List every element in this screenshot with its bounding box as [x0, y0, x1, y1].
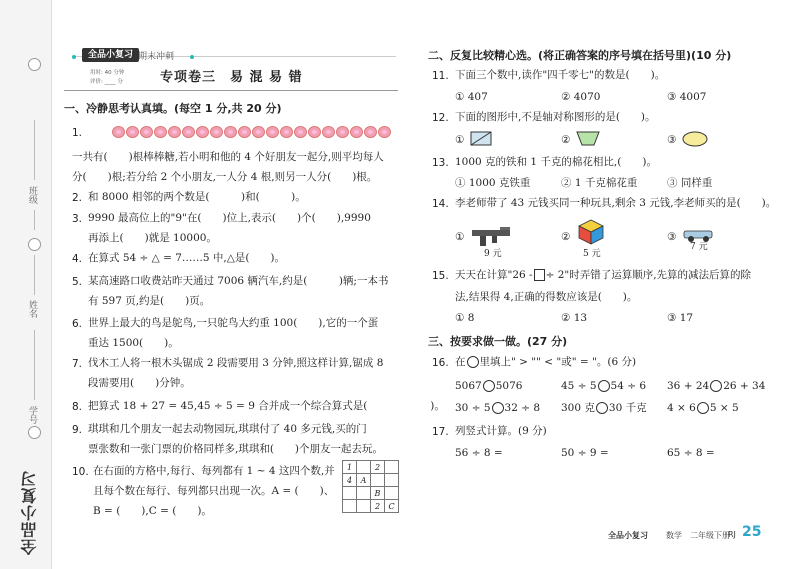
q16-item: 36 + 24 26 + 34	[667, 380, 766, 392]
q1-text-cont: 分( )根;若分给 2 个小朋友,一人分 4 根,则另一人分( )根。	[72, 171, 378, 183]
q14-text: 李老师带了 43 元钱买同一种玩具,剩余 3 元钱,李老师买的是( )。	[455, 197, 777, 209]
lollipop-icon	[294, 126, 307, 138]
lollipop-icon	[308, 126, 321, 138]
ellipse-shape	[682, 131, 708, 147]
lollipop-icon	[364, 126, 377, 138]
lollipop-icon	[252, 126, 265, 138]
latin-square-grid: 1 2 4 A B 2 C	[342, 460, 399, 513]
q14-opt3: ③	[667, 231, 677, 243]
header-brand-badge: 全品小复习	[82, 48, 139, 62]
q16-text: 在 里填上" > "" < "或" = "。(6 分)	[455, 356, 637, 368]
q12-opt1: ①	[455, 134, 465, 146]
q6-text-cont: 重达 1500( )。	[88, 337, 179, 349]
q6-text: 世界上最大的鸟是鸵鸟,一只鸵鸟大约重 100( ),它的一个蛋	[88, 317, 379, 329]
header-tag: 期末冲刺	[138, 52, 175, 62]
q11-opt1: ① 407	[455, 91, 488, 103]
q12-opt2: ②	[561, 134, 571, 146]
section-2-title: 二、反复比较精心选。(将正确答案的序号填在括号里)(10 分)	[428, 49, 732, 62]
q7-number: 7.	[72, 358, 83, 370]
q16-item: 5067 5076	[455, 380, 523, 392]
binding-strip	[0, 0, 52, 569]
binding-hole	[28, 238, 41, 251]
q16-item: 300 克 30 千克	[561, 402, 647, 414]
q15-opt2: ② 13	[561, 312, 588, 324]
q17-item: 50 ÷ 9 =	[561, 447, 609, 459]
name-label: 姓名	[27, 300, 37, 318]
parallelogram-shape	[470, 131, 492, 146]
q2-number: 2.	[72, 192, 83, 204]
q2-text: 和 8000 相邻的两个数是( )和( )。	[88, 191, 306, 203]
footer-grade: 二年级下册	[690, 531, 730, 540]
q12-opt3: ③	[667, 134, 677, 146]
lollipop-icon	[336, 126, 349, 138]
header-dot	[72, 55, 76, 59]
q15-opt1: ① 8	[455, 312, 475, 324]
q11-number: 11.	[432, 70, 449, 82]
q11-text: 下面三个数中,读作"四千零七"的数是( )。	[455, 69, 666, 81]
q16-item: 45 ÷ 5 54 ÷ 6	[561, 380, 647, 392]
lollipop-icon	[140, 126, 153, 138]
footer-subject: 数学	[666, 531, 682, 540]
lollipop-icon	[238, 126, 251, 138]
q13-number: 13.	[432, 157, 449, 169]
q10-number: 10.	[72, 466, 89, 478]
toy-gun-icon	[470, 224, 514, 248]
q14-price2: 5 元	[583, 249, 601, 259]
q5-number: 5.	[72, 276, 83, 288]
q17-item: 56 ÷ 8 =	[455, 447, 503, 459]
q9-text: 琪琪和几个朋友一起去动物园玩,琪琪付了 40 多元钱,买的门	[88, 423, 367, 435]
q17-text: 列竖式计算。(9 分)	[455, 425, 547, 437]
q4-number: 4.	[72, 253, 83, 265]
footer-edition: RJ	[728, 530, 736, 539]
q14-opt1: ①	[455, 231, 465, 243]
time-label: 用时: 40 分钟	[90, 70, 125, 76]
q4-text: 在算式 54 ÷ △ = 7……5 中,△是( )。	[88, 252, 286, 264]
lollipop-icon	[196, 126, 209, 138]
q12-number: 12.	[432, 112, 449, 124]
q1-text: 一共有( )根棒棒糖,若小明和他的 4 个好朋友一起分,则平均每人	[72, 151, 384, 163]
q9-text-cont: 票张数和一张门票的价格同样多,琪琪和( )个朋友一起去玩。	[88, 443, 384, 455]
lollipop-icon	[112, 126, 125, 138]
section-3-title: 三、按要求做一做。(27 分)	[428, 335, 568, 348]
q16-number: 16.	[432, 357, 449, 369]
q10-text-cont2: B = ( ),C = ( )。	[93, 505, 212, 517]
q13-text: 1000 克的铁和 1 千克的棉花相比,( )。	[455, 156, 657, 168]
q12-text: 下面的图形中,不是轴对称图形的是( )。	[455, 111, 656, 123]
header-dot	[190, 55, 194, 59]
blank-circle	[467, 356, 479, 368]
q16-item: 30 ÷ 5 32 ÷ 8	[455, 402, 541, 414]
q10-text: 在右面的方格中,每行、每列都有 1 ~ 4 这四个数,并	[93, 465, 335, 477]
q11-opt3: ③ 4007	[667, 91, 707, 103]
sidebar-brand: 全品小复习	[20, 470, 39, 555]
q3-number: 3.	[72, 213, 83, 225]
section-1-title: 一、冷静思考认真填。(每空 1 分,共 20 分)	[64, 102, 282, 115]
q8-number: 8.	[72, 401, 83, 413]
blank-square	[534, 269, 545, 281]
lollipop-icon	[280, 126, 293, 138]
q5-text-cont: 有 597 页,约是( )页。	[88, 295, 211, 307]
trapezoid-shape	[576, 131, 600, 146]
q7-text-cont: 段需要用( )分钟。	[88, 377, 191, 389]
q13-opt1: ① 1000 克铁重	[455, 177, 531, 189]
page-number: 25	[742, 524, 762, 540]
lollipop-icon	[266, 126, 279, 138]
binding-hole	[28, 58, 41, 71]
q3-text-cont: 再添上( )就是 10000。	[88, 232, 217, 244]
q10-text-cont: 且每个数在每行、每列都只出现一次。A = ( )、	[93, 485, 335, 497]
page-title: 专项卷三 易 混 易 错	[160, 70, 303, 85]
binding-hole	[28, 426, 41, 439]
q7-text: 伐木工人将一根木头锯成 2 段需要用 3 分钟,照这样计算,锯成 8	[88, 357, 384, 369]
q14-opt2: ②	[561, 231, 571, 243]
q13-opt3: ③ 同样重	[667, 177, 713, 189]
q14-price1: 9 元	[484, 249, 502, 259]
lollipop-icon	[154, 126, 167, 138]
q14-price3: 7 元	[690, 242, 708, 252]
lollipop-icon	[322, 126, 335, 138]
score-label: 评价: ____ 分	[90, 79, 123, 85]
q17-number: 17.	[432, 426, 449, 438]
lollipop-icon	[168, 126, 181, 138]
q15-text-b: 法,结果得 4,正确的得数应该是( )。	[455, 291, 638, 303]
q3-text: 9990 最高位上的"9"在( )位上,表示( )个( ),9990	[88, 212, 371, 224]
q9-number: 9.	[72, 424, 83, 436]
rubiks-cube-icon	[577, 218, 605, 246]
lollipop-icon	[126, 126, 139, 138]
lollipop-row	[112, 126, 391, 138]
lollipop-icon	[182, 126, 195, 138]
q15-opt3: ③ 17	[667, 312, 694, 324]
q15-text-a: 天天在计算"26 - ÷ 2"时弄错了运算顺序,先算的减法后算的除	[455, 269, 752, 281]
q14-number: 14.	[432, 198, 449, 210]
q11-opt2: ② 4070	[561, 91, 601, 103]
q1-number: 1.	[72, 127, 83, 139]
q16-item: 4 × 6 5 × 5	[667, 402, 739, 414]
class-label: 班级	[27, 186, 37, 204]
q13-opt2: ② 1 千克棉花重	[561, 177, 638, 189]
lollipop-icon	[210, 126, 223, 138]
q8-text: 把算式 18 + 27 = 45,45 ÷ 5 = 9 合并成一个综合算式是( )。	[88, 400, 445, 412]
lollipop-icon	[350, 126, 363, 138]
lollipop-icon	[224, 126, 237, 138]
q5-text: 某高速路口收费站昨天通过 7006 辆汽车,约是( )辆;一本书	[88, 275, 389, 287]
footer-brand: 全品小复习	[608, 531, 648, 540]
lollipop-icon	[378, 126, 391, 138]
id-label: 学号	[27, 406, 37, 424]
q6-number: 6.	[72, 318, 83, 330]
q17-item: 65 ÷ 8 =	[667, 447, 715, 459]
q15-number: 15.	[432, 270, 449, 282]
